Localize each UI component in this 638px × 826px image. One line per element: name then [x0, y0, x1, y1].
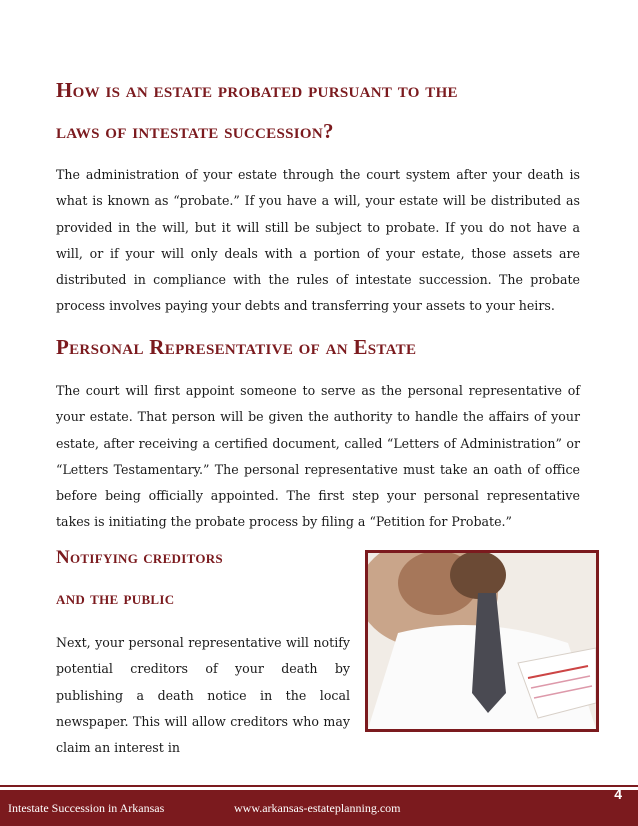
- section-heading-notifying: Notifying creditors: [56, 547, 223, 568]
- probate-paragraph: The administration of your estate through the court system after your death is what is known as “probate.” If you have a will, your estate will be distributed as provided in the will, but it will still be subject to probate. If you do not have a will, or if your will only deals with a portion of your estate, those assets are distributed in compliance with the rules of intestate succession. The probate process involves paying your debts and transferring your assets to your heirs.: [56, 167, 580, 314]
- footer-url[interactable]: www.arkansas-estateplanning.com: [234, 801, 401, 815]
- photo-illustration: [368, 553, 596, 729]
- personal-representative-paragraph: The court will first appoint someone to serve as the personal representative of your estate. That person will be given the authority to handle the affairs of your estate, after receiving a certified document, called “Letters of Administration” or “Letters Testamentary.” The personal representative must take an oath of office before being officially appointed. The first step your personal representative takes is initiating the probate process by filing a “Petition for Probate.”: [56, 383, 580, 530]
- section-heading-probate: How is an estate probated pursuant to the: [56, 78, 458, 102]
- footer-divider: [0, 785, 638, 787]
- stressed-man-reading-bill-photo: [365, 550, 599, 732]
- section-heading-notifying-line2: and the public: [56, 588, 175, 609]
- section-heading-probate-line2: laws of intestate succession?: [56, 119, 334, 143]
- page-number: 4: [614, 786, 622, 802]
- notifying-paragraph: Next, your personal representative will notify potential creditors of your death by publishing a death notice in the local newspaper. This will allow creditors who may claim an interest in: [56, 635, 350, 756]
- section-heading-personal-representative: Personal Representative of an Estate: [56, 335, 417, 359]
- footer-title: Intestate Succession in Arkansas: [8, 801, 165, 815]
